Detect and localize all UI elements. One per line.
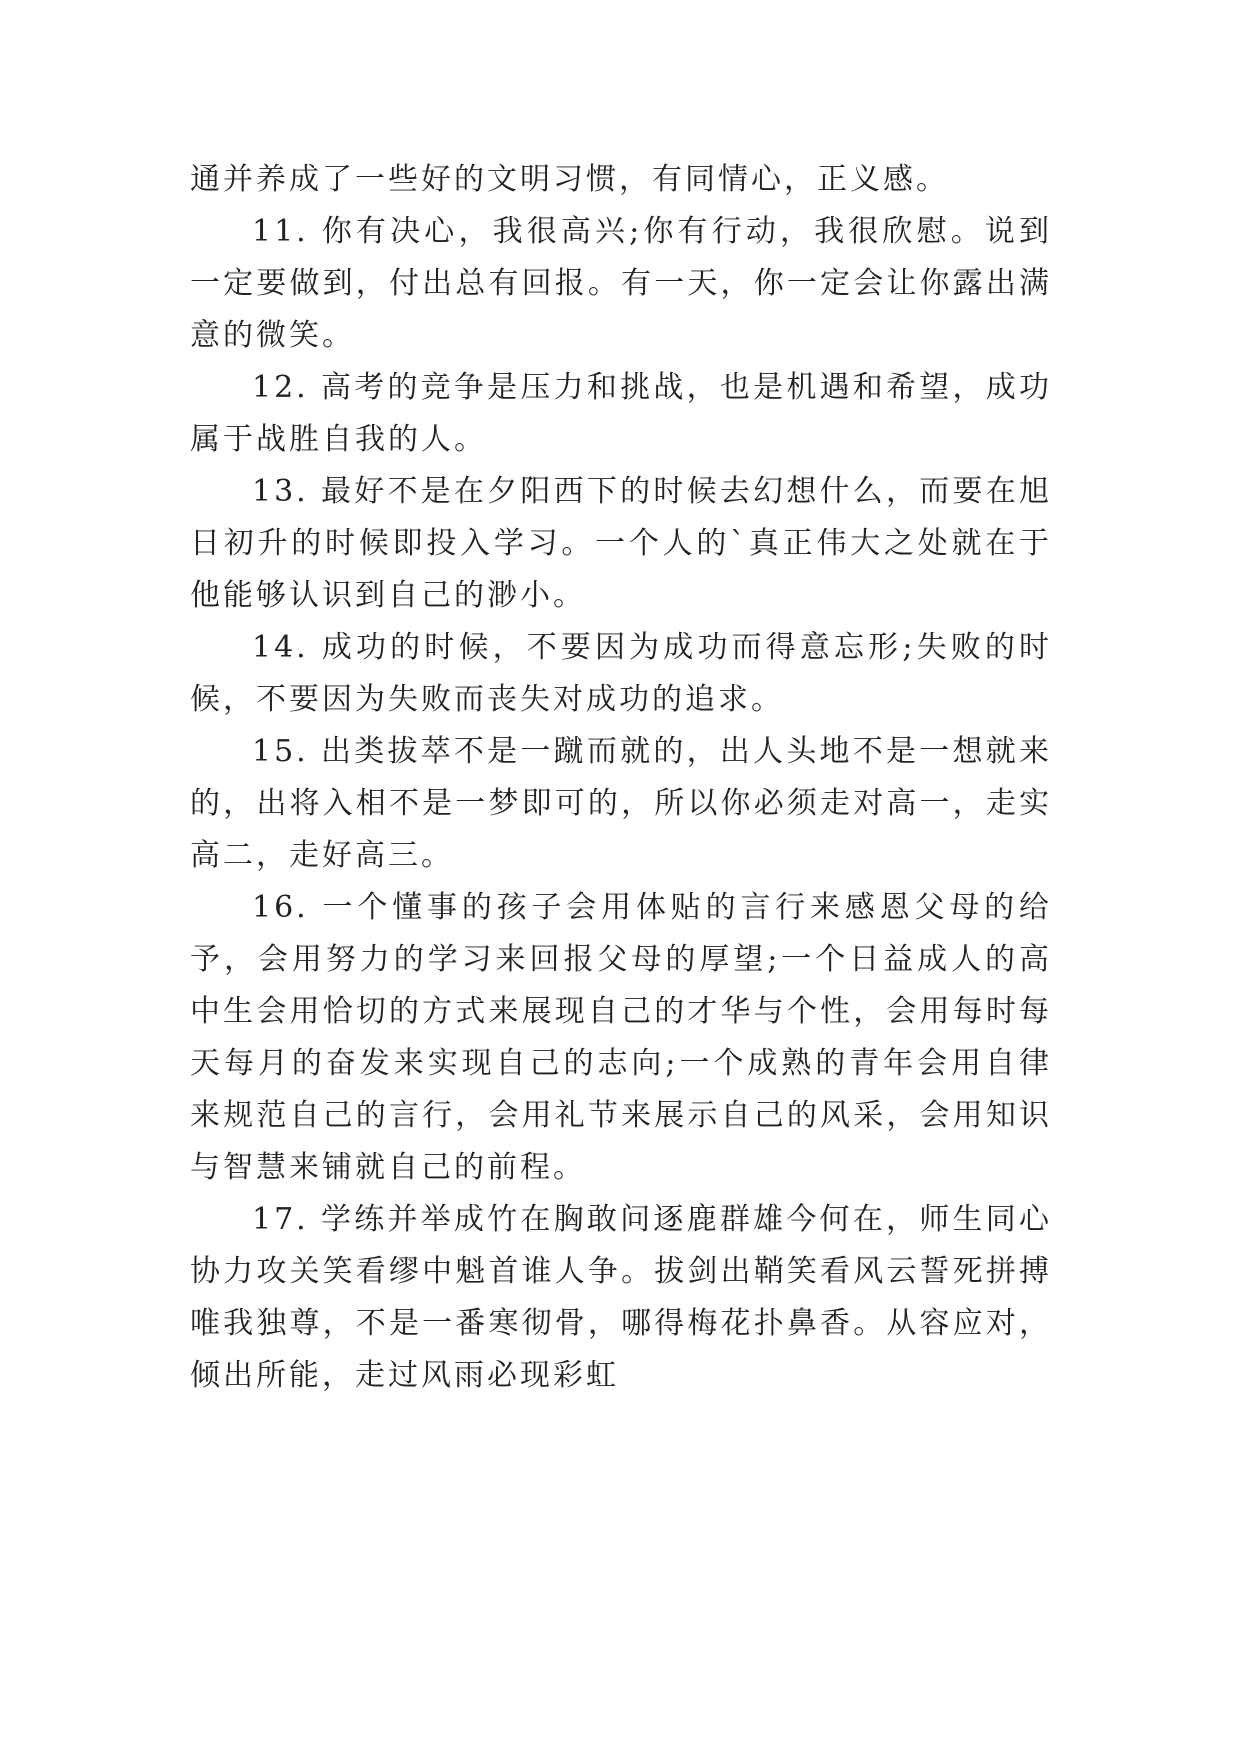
paragraph-text: 出类拔萃不是一蹴而就的，出人头地不是一想就来的，出将入相不是一梦即可的，所以你必须走对高一，走实高二，走好高三。 bbox=[190, 734, 1052, 873]
paragraph-number: 14. bbox=[252, 630, 309, 665]
paragraph-number: 13. bbox=[252, 474, 309, 509]
paragraph-13 bbox=[190, 466, 1052, 622]
paragraph-text: 学练并举成竹在胸敢问逐鹿群雄今何在，师生同心协力攻关笑看缪中魁首谁人争。拔剑出鞘笑看风云誓死拼搏唯我独尊，不是一番寒彻骨，哪得梅花扑鼻香。从容应对，倾出所能，走过风雨必现彩虹 bbox=[190, 1202, 1052, 1393]
paragraph-11 bbox=[190, 206, 1052, 362]
paragraph-text: 成功的时候，不要因为成功而得意忘形;失败的时候，不要因为失败而丧失对成功的追求。 bbox=[190, 630, 1052, 717]
paragraph-number: 17. bbox=[252, 1202, 309, 1237]
paragraph-continuation bbox=[190, 154, 1052, 206]
paragraph-16 bbox=[190, 882, 1052, 1194]
paragraph-number: 11. bbox=[252, 214, 309, 249]
paragraph-number: 16. bbox=[252, 890, 309, 925]
paragraph-12 bbox=[190, 362, 1052, 466]
paragraph-text: 高考的竞争是压力和挑战，也是机遇和希望，成功属于战胜自我的人。 bbox=[190, 370, 1052, 457]
paragraph-14 bbox=[190, 622, 1052, 726]
document-body bbox=[190, 154, 1052, 1402]
paragraph-17 bbox=[190, 1194, 1052, 1402]
paragraph-text: 一个懂事的孩子会用体贴的言行来感恩父母的给予，会用努力的学习来回报父母的厚望;一个日益成人的高中生会用恰切的方式来展现自己的才华与个性，会用每时每天每月的奋发来实现自己的志向;一个成熟的青年会用自律来规范自己的言行，会用礼节来展示自己的风采，会用知识与智慧来铺就自己的前程。 bbox=[190, 890, 1052, 1185]
paragraph-text: 最好不是在夕阳西下的时候去幻想什么，而要在旭日初升的时候即投入学习。一个人的`真正伟大之处就在于他能够认识到自己的渺小。 bbox=[190, 474, 1052, 613]
paragraph-number: 12. bbox=[252, 370, 309, 405]
paragraph-text: 你有决心，我很高兴;你有行动，我很欣慰。说到一定要做到，付出总有回报。有一天，你一定会让你露出满意的微笑。 bbox=[190, 214, 1052, 353]
paragraph-text: 通并养成了一些好的文明习惯，有同情心，正义感。 bbox=[190, 162, 949, 197]
paragraph-15 bbox=[190, 726, 1052, 882]
paragraph-number: 15. bbox=[252, 734, 309, 769]
